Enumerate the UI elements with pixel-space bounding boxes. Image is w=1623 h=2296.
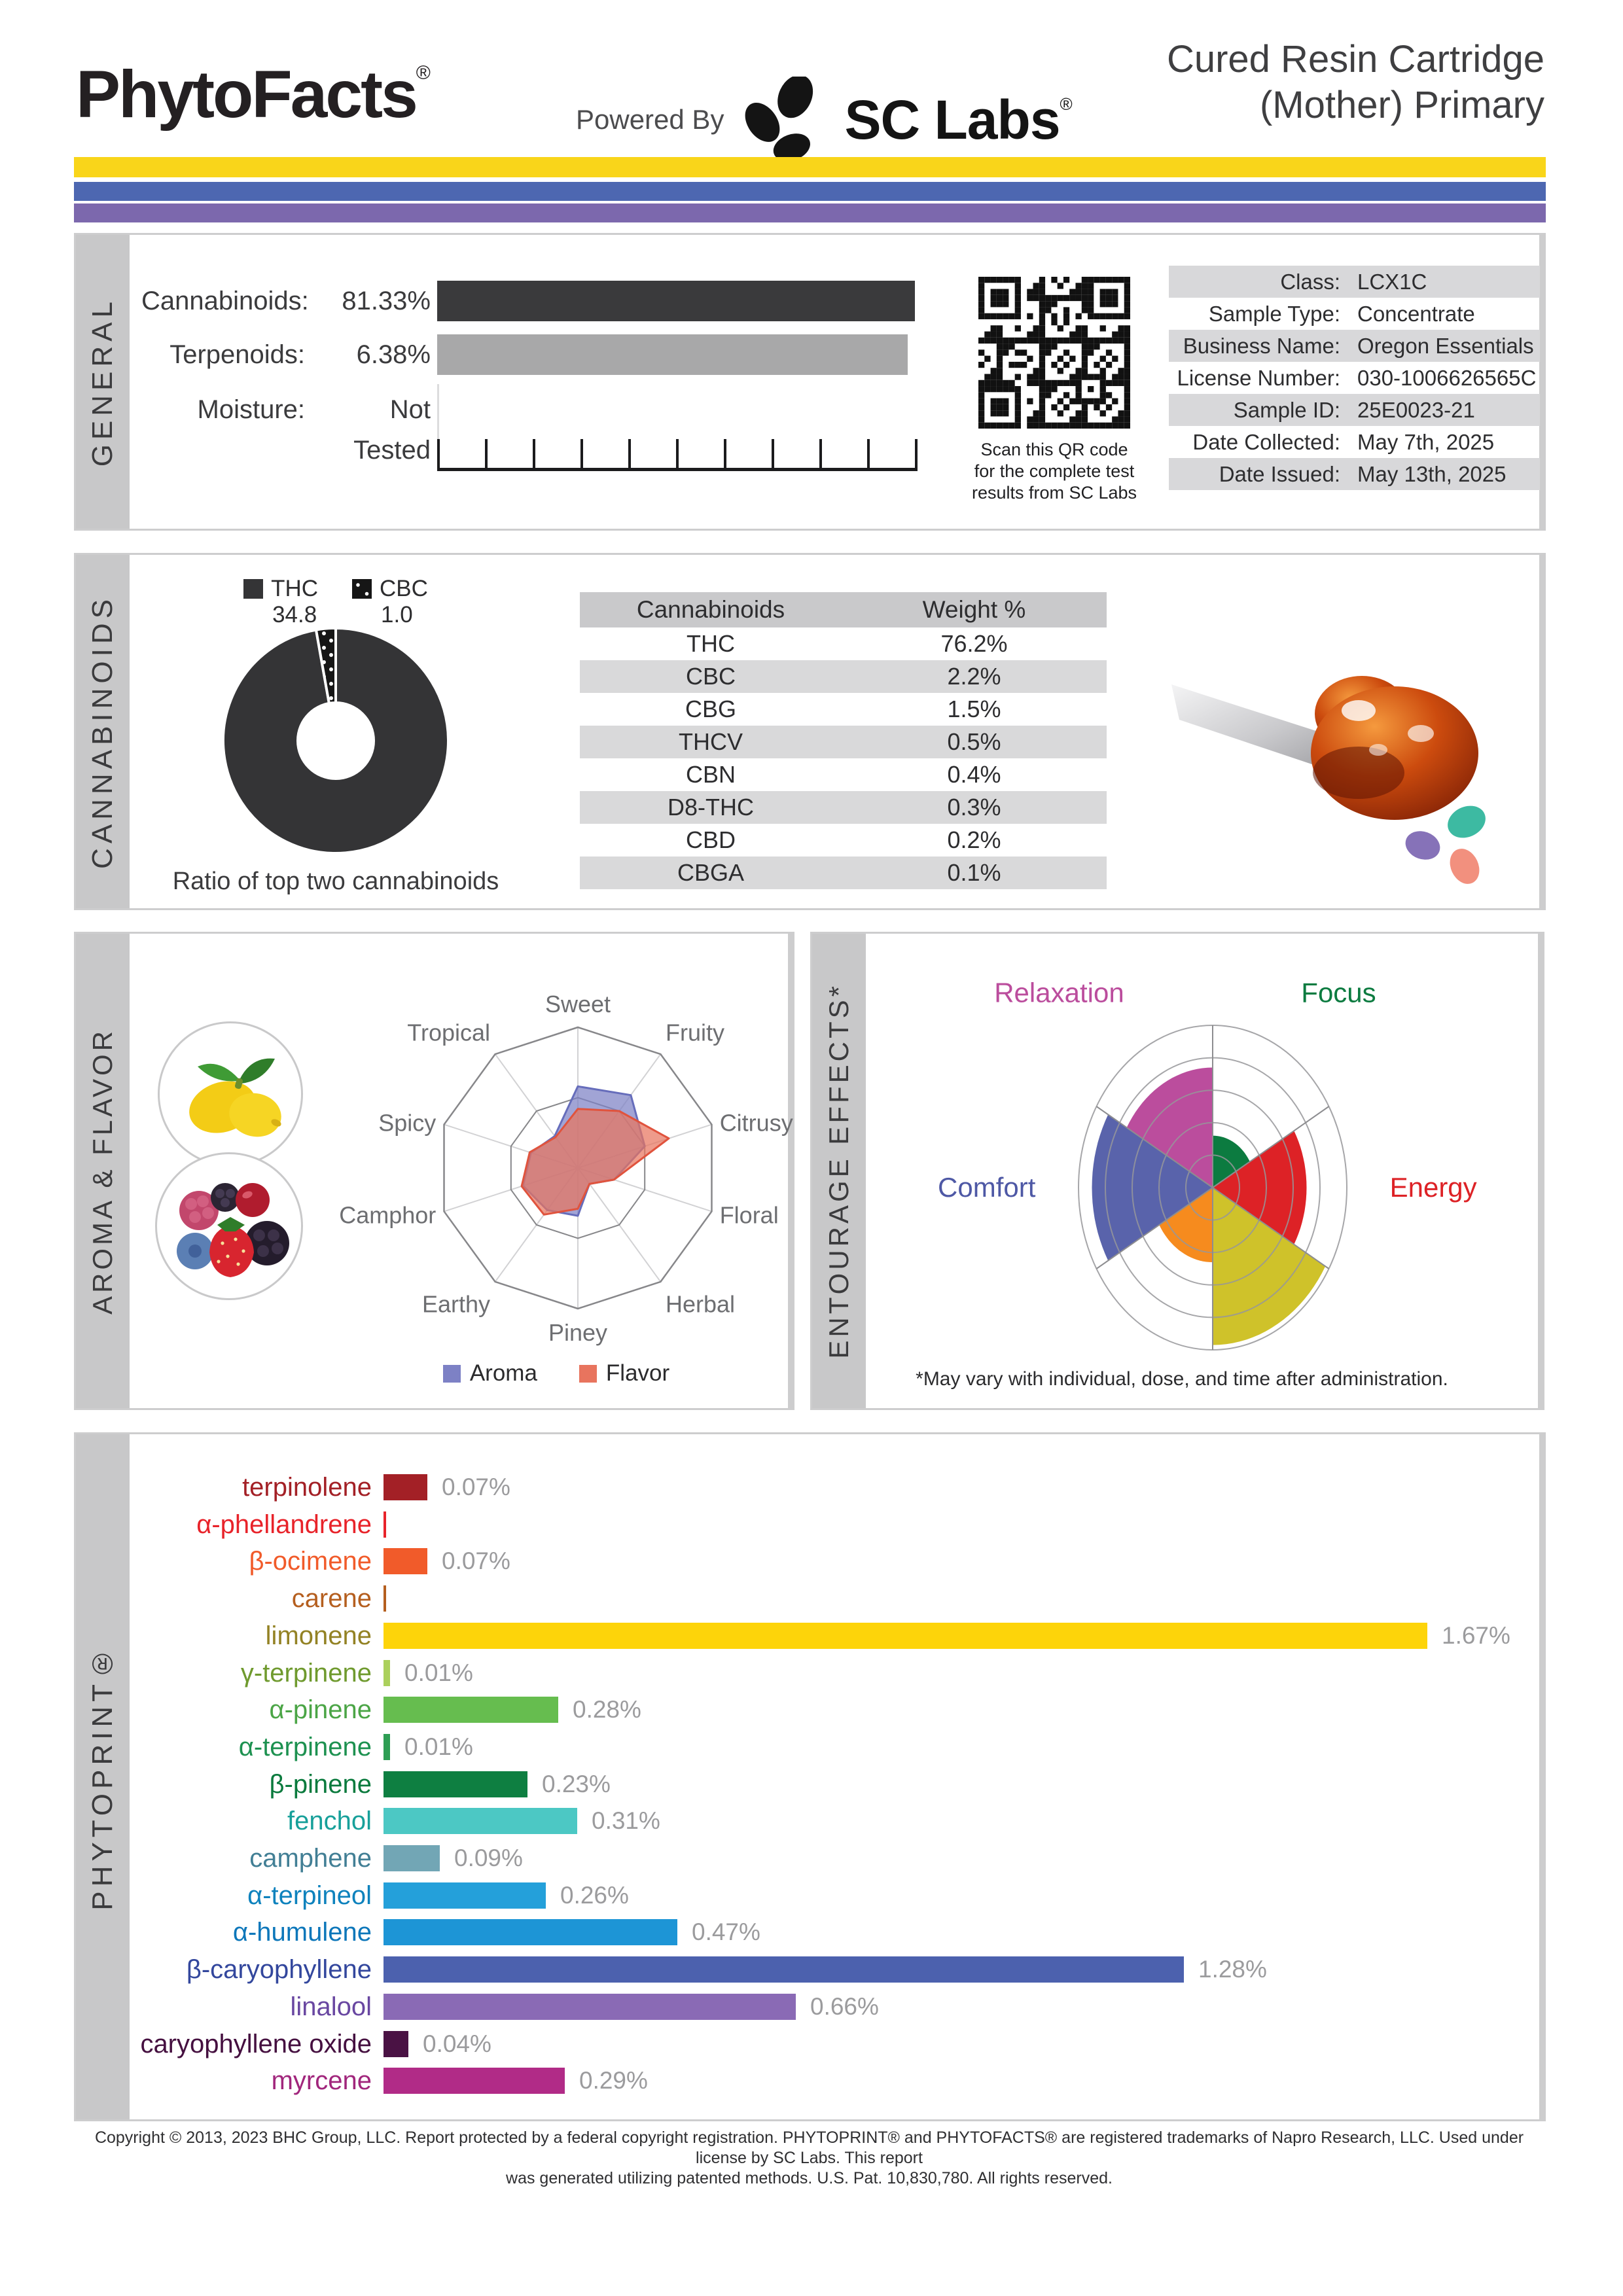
terpene-label: fenchol — [287, 1807, 372, 1835]
cannabinoids-sidebar — [76, 555, 130, 908]
donut-legend-head — [352, 576, 428, 602]
radar-axis-label: Fruity — [666, 1019, 724, 1046]
general-row-value: Not Tested — [353, 395, 431, 465]
terpene-value: 0.29% — [579, 2067, 648, 2094]
cannabinoid-name: THC — [687, 630, 735, 657]
terpene-bar — [383, 2031, 408, 2057]
radar-axis-label: Spicy — [378, 1109, 437, 1137]
entourage-disclaimer: *May vary with individual, dose, and time after administration. — [916, 1368, 1448, 1390]
section-phytoprint — [74, 1432, 1546, 2121]
report-title-line2: (Mother) Primary — [1259, 84, 1544, 126]
strawberry — [209, 1225, 254, 1277]
terpene-bar — [383, 1808, 577, 1834]
cannabinoid-name: CBN — [685, 761, 736, 788]
donut-legend-name: THC — [271, 576, 319, 601]
qr-code — [978, 277, 1130, 429]
terpene-bar — [383, 1994, 796, 2020]
powered-by-group — [576, 71, 1072, 169]
terpene-label: α-terpinene — [238, 1733, 372, 1761]
cannabinoid-row — [580, 693, 1107, 726]
info-label: Business Name: — [1183, 334, 1340, 358]
info-row — [1169, 298, 1540, 330]
info-label: Date Issued: — [1219, 462, 1340, 486]
info-label: Date Collected: — [1192, 430, 1340, 454]
entourage-sidebar — [812, 934, 866, 1408]
info-row — [1169, 426, 1540, 458]
section-aroma-flavor — [74, 932, 794, 1410]
entourage-effects-polar-chart — [872, 964, 1546, 1366]
cannabinoid-weight: 0.5% — [947, 728, 1001, 755]
ruler-tick — [819, 439, 822, 470]
info-label: Sample Type: — [1208, 302, 1340, 326]
report-title — [1167, 37, 1544, 128]
brand-stripe — [74, 182, 1546, 201]
terpene-value: 0.23% — [542, 1771, 611, 1797]
cannabinoid-ratio-donut-chart — [198, 623, 473, 858]
ruler-tick — [533, 439, 535, 470]
sc-labs-logo-icon — [741, 77, 827, 163]
powered-by-label: Powered By — [576, 104, 724, 135]
terpene-label: α-phellandrene — [196, 1510, 372, 1539]
info-row — [1169, 458, 1540, 490]
ruler-tick — [867, 439, 870, 470]
donut-legend-item — [243, 576, 318, 628]
cannabinoid-name: D8-THC — [668, 794, 754, 821]
terpene-label: β-ocimene — [249, 1547, 372, 1576]
terpene-value: 0.26% — [560, 1882, 629, 1909]
cannabinoid-row — [580, 791, 1107, 824]
radar-axis-label: Earthy — [421, 1290, 490, 1318]
teal-oval-icon — [1442, 800, 1491, 843]
terpene-bar — [383, 1623, 1427, 1649]
general-sidebar — [76, 235, 130, 529]
sc-labs-logotype — [844, 88, 1071, 152]
info-value: May 7th, 2025 — [1357, 430, 1495, 454]
purple-oval-icon — [1401, 826, 1444, 864]
terpene-value: 0.66% — [810, 1993, 879, 2020]
ruler-tick — [772, 439, 774, 470]
cannabinoids-table-header — [580, 592, 1107, 627]
info-value: Concentrate — [1357, 302, 1475, 326]
radar-series-flavor — [522, 1109, 669, 1215]
donut-caption: Ratio of top two cannabinoids — [172, 868, 499, 895]
donut-legend-name: CBC — [380, 576, 428, 601]
polar-sector-label: Comfort — [938, 1172, 1036, 1203]
donut-legend-value: 34.8 — [272, 602, 317, 627]
terpene-label: α-pinene — [269, 1695, 372, 1724]
cannabinoid-weight: 0.3% — [947, 794, 1001, 821]
info-value: 030-1006626565C — [1357, 366, 1537, 390]
terpene-bar — [383, 1919, 677, 1945]
info-value: Oregon Essentials — [1357, 334, 1534, 358]
cannabinoid-row — [580, 627, 1107, 660]
section-general — [74, 233, 1546, 531]
terpene-value: 0.01% — [404, 1659, 473, 1686]
cannabinoid-weight: 2.2% — [947, 663, 1001, 690]
info-value: May 13th, 2025 — [1357, 462, 1507, 486]
info-label: Sample ID: — [1233, 398, 1340, 422]
phytofacts-logo-text: PhytoFacts — [76, 57, 416, 132]
donut-legend-swatch — [243, 579, 263, 599]
general-row-label: Terpenoids: — [169, 340, 305, 369]
cannabinoids-table — [580, 592, 1107, 889]
donut-legend-head — [243, 576, 318, 602]
radar-legend-swatch — [579, 1365, 597, 1383]
general-row-bar — [437, 281, 915, 321]
terpene-value: 0.07% — [442, 1547, 510, 1574]
brand-stripe — [74, 157, 1546, 177]
donut-hole — [296, 701, 375, 780]
general-row-value: 6.38% — [356, 340, 431, 369]
info-row — [1169, 362, 1540, 394]
terpene-bar — [383, 2068, 565, 2094]
cannabinoid-name: THCV — [679, 728, 743, 755]
terpene-label: myrcene — [271, 2066, 372, 2095]
qr-caption-line: results from SC Labs — [971, 483, 1137, 503]
cannabinoid-row — [580, 726, 1107, 758]
terpene-bar — [383, 1660, 390, 1686]
general-section-label: GENERAL — [86, 296, 118, 467]
terpene-value: 1.28% — [1198, 1956, 1267, 1983]
radar-legend-name: Flavor — [605, 1360, 670, 1386]
berries-photo-circle — [155, 1152, 303, 1300]
salmon-oval-icon — [1444, 844, 1485, 887]
donut-legend-value: 1.0 — [381, 602, 413, 627]
terpene-value: 0.09% — [454, 1845, 523, 1871]
radar-legend-name: Aroma — [469, 1360, 537, 1386]
polar-sector-label: Relaxation — [994, 977, 1124, 1008]
cannabinoid-row — [580, 824, 1107, 857]
footer-line2: was generated utilizing patented methods. U.S. Pat. 10,830,780. All rights reserved. — [506, 2169, 1113, 2187]
terpene-bar — [383, 1956, 1184, 1983]
lemons-image — [160, 1023, 301, 1165]
radar-axis-label: Sweet — [544, 991, 611, 1018]
terpene-value: 0.04% — [423, 2030, 491, 2057]
terpene-label: limonene — [265, 1621, 372, 1650]
ruler-tick — [628, 439, 631, 470]
terpene-bar — [383, 1697, 558, 1723]
cannabinoid-weight: 0.1% — [947, 859, 1001, 886]
terpene-label: caryophyllene oxide — [140, 2030, 372, 2058]
aroma-flavor-radar-chart — [318, 960, 794, 1366]
radar-legend-item — [579, 1360, 669, 1386]
copyright-footer — [74, 2128, 1544, 2189]
terpene-label: terpinolene — [242, 1473, 372, 1502]
cann-header-name: Cannabinoids — [636, 596, 785, 623]
radar-axis-label: Herbal — [666, 1290, 736, 1318]
general-empty-bar-mark — [437, 384, 439, 444]
terpene-bar — [383, 1548, 427, 1574]
cannabinoids-section-label: CANNABINOIDS — [86, 594, 118, 869]
general-row-value: 81.33% — [342, 287, 431, 315]
cannabinoid-name: CBD — [685, 826, 736, 853]
radar-axis-label: Camphor — [339, 1201, 437, 1229]
donut-legend-item — [352, 576, 428, 628]
terpene-value: 0.01% — [404, 1733, 473, 1760]
section-entourage-effects — [810, 932, 1544, 1410]
aroma-flavor-sidebar — [76, 934, 130, 1408]
general-row-bar — [437, 334, 908, 375]
donut-legend-swatch — [352, 579, 372, 599]
radar-legend-item — [443, 1360, 537, 1386]
info-value: LCX1C — [1357, 270, 1427, 294]
ruler-tick — [724, 439, 726, 470]
cannabinoid-weight: 1.5% — [947, 696, 1001, 722]
terpene-bar — [383, 1474, 427, 1500]
radar-axis-label: Citrusy — [719, 1109, 793, 1137]
registered-mark-icon: ® — [416, 62, 431, 84]
info-label: License Number: — [1177, 366, 1340, 390]
report-title-line1: Cured Resin Cartridge — [1166, 38, 1544, 80]
general-row-label: Moisture: — [197, 395, 305, 424]
cannabinoid-weight: 76.2% — [940, 630, 1008, 657]
terpene-bar — [383, 1845, 440, 1871]
brand-stripes — [74, 157, 1546, 224]
radar-legend — [318, 1360, 794, 1386]
radar-axis-label: Floral — [719, 1201, 779, 1229]
product-photo — [1162, 586, 1542, 887]
terpene-label: linalool — [290, 1992, 372, 2021]
cannabinoid-row — [580, 857, 1107, 889]
footer-line1: Copyright © 2013, 2023 BHC Group, LLC. Report protected by a federal copyright registration. PHYTOPRINT® and PHYTOFACTS® are registered trademarks of Napro Research, LLC. Used under license by SC Labs. This report — [94, 2128, 1524, 2167]
terpene-value: 1.67% — [1442, 1622, 1510, 1649]
terpene-bar — [383, 1771, 527, 1797]
registered-mark-icon: ® — [1060, 94, 1072, 114]
radar-axis-label: Piney — [548, 1318, 608, 1346]
lemon-photo-circle — [158, 1021, 303, 1167]
cannabinoid-name: CBG — [685, 696, 736, 722]
terpene-label: carene — [291, 1584, 372, 1613]
cannabinoid-row — [580, 758, 1107, 791]
terpene-label: β-pinene — [269, 1770, 372, 1799]
cannabinoid-weight: 0.4% — [947, 761, 1001, 788]
ruler-tick — [915, 439, 918, 470]
qr-caption-line: for the complete test — [974, 461, 1135, 481]
terpene-value: 0.31% — [592, 1807, 660, 1834]
donut-legend — [198, 576, 473, 628]
info-row — [1169, 266, 1540, 298]
info-value: 25E0023-21 — [1357, 398, 1475, 422]
terpene-value: 0.28% — [573, 1696, 641, 1723]
phytoprint-section-label: PHYTOPRINT® — [86, 1643, 118, 1911]
terpene-bar — [383, 1734, 390, 1760]
cannabinoid-row — [580, 660, 1107, 693]
brand-stripe — [74, 203, 1546, 222]
polar-sector-label: Energy — [1389, 1172, 1477, 1203]
terpene-label: β-caryophyllene — [186, 1955, 372, 1984]
ruler-tick — [580, 439, 583, 470]
sc-labs-name: SC Labs — [844, 88, 1060, 150]
ruler-tick — [437, 439, 440, 470]
general-row-label: Cannabinoids: — [141, 287, 309, 315]
sample-info-table — [1169, 266, 1540, 490]
info-label: Class: — [1280, 270, 1340, 294]
terpene-label: α-terpineol — [247, 1881, 372, 1910]
cannabinoid-weight: 0.2% — [947, 826, 1001, 853]
terpene-bar — [383, 1585, 386, 1612]
info-row — [1169, 330, 1540, 362]
ruler-tick — [676, 439, 679, 470]
aroma-flavor-section-label: AROMA & FLAVOR — [87, 1027, 118, 1315]
section-cannabinoids — [74, 553, 1546, 910]
berries-image — [157, 1154, 301, 1298]
terpene-label: camphene — [249, 1844, 372, 1873]
cannabinoid-name: CBC — [685, 663, 736, 690]
radar-legend-swatch — [443, 1365, 461, 1383]
qr-caption — [946, 439, 1162, 504]
terpene-value: 0.47% — [692, 1918, 760, 1945]
polar-sector-label: Focus — [1301, 977, 1376, 1008]
terpene-bar — [383, 1511, 386, 1538]
terpene-label: α-humulene — [232, 1918, 372, 1947]
ruler-tick — [485, 439, 488, 470]
terpene-label: γ-terpinene — [240, 1659, 372, 1687]
info-row — [1169, 394, 1540, 426]
entourage-section-label: ENTOURAGE EFFECTS* — [823, 983, 854, 1359]
radar-axis-label: Tropical — [407, 1019, 490, 1046]
terpene-value: 0.07% — [442, 1474, 510, 1500]
terpene-bar — [383, 1882, 546, 1909]
phytofacts-logo — [76, 56, 431, 133]
cann-header-weight: Weight % — [922, 596, 1026, 623]
qr-caption-line: Scan this QR code — [980, 440, 1128, 459]
cannabinoid-name: CBGA — [677, 859, 745, 886]
